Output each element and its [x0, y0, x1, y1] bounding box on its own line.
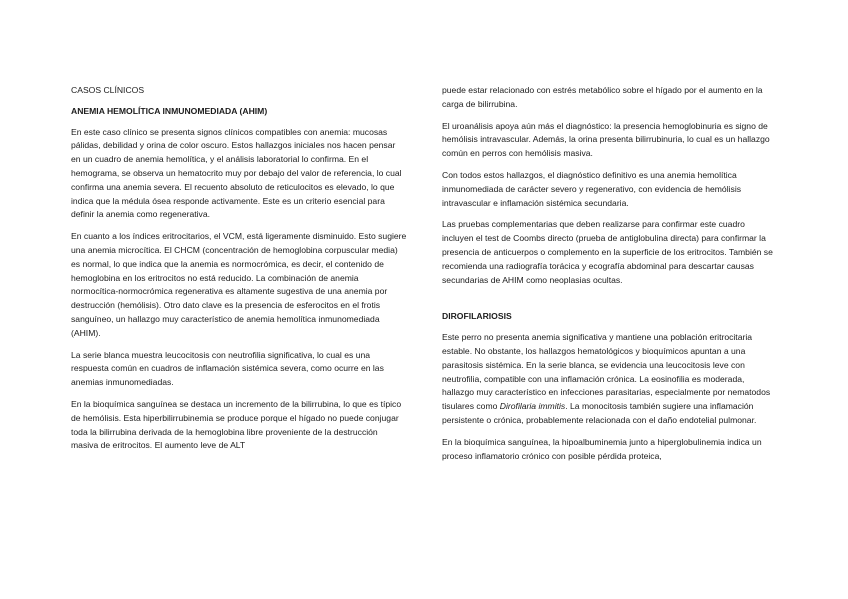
paragraph-white-series: La serie blanca muestra leucocitosis con neutrofilia significativa, lo cual es una respuesta común en cuadros de inflamación sistémica severa, como ocurre en las anemias inmunomediadas. [71, 349, 384, 388]
paragraph-clinical-signs: En este caso clínico se presenta signos clínicos compatibles con anemia: mucosas pálidas, debilidad y orina de color oscuro. Estos hallazgos iniciales nos hacen pensar en un cuadro de anemia hemolítica, y el análisis laboratorial lo confirma. En el hemograma, se observa un hematocrito muy por debajo del valor de referencia, lo cual confirma una anemia severa. El recuento absoluto de reticulocitos es elevado, lo que indica que la médula ósea responde activamente. Este es un criterio esencial para definir la anemia como regenerativa. [71, 126, 402, 220]
document-title: CASOS CLÍNICOS [71, 85, 145, 95]
paragraph-dirofilariosis-hematology [442, 331, 778, 428]
paragraph-biochemistry-continued: puede estar relacionado con estrés metabólico sobre el hígado por el aumento en la carga de bilirrubina. [442, 85, 763, 109]
paragraph-text: Este perro no presenta anemia significativa y mantiene una población eritrocitaria estable. No obstante, los hallazgos hematológicos y bioquímicos apuntan a una parasitosis sistémica. En la serie blanca, se evidencia una leucocitosis leve con neutrofilia, compatible con una inflamación crónica. La eosinofilia es moderada, hallazgo muy característico en infecciones parasitarias, especialmente por nematodos tisulares como [442, 332, 771, 412]
paragraph-biochemistry: En la bioquímica sanguínea se destaca un incremento de la bilirrubina, lo que es típico de hemólisis. Esta hiperbilirrubinemia se produce porque el hígado no puede conjugar toda la bilirrubina derivada de la hemoglobina libre proveniente de la destrucción masiva de eritrocitos. El aumento leve de ALT [71, 398, 402, 451]
left-column [71, 84, 407, 461]
paragraph-dirofilariosis-biochemistry: En la bioquímica sanguínea, la hipoalbuminemia junto a hiperglobulinemia indica un proceso inflamatorio crónico con posible pérdida proteica, [442, 436, 762, 461]
section-heading-dirofilariosis: DIROFILARIOSIS [442, 311, 512, 322]
paragraph-complementary-tests: Las pruebas complementarias que deben realizarse para confirmar este cuadro incluyen el test de Coombs directo (prueba de antiglobulina directa) para confirmar la presencia de anticuerpos o complemento en la superficie de los eritrocitos. También se recomienda una radiografía torácica y ecografía abdominal para descartar causas secundarias de AHIM como neoplasias ocultas. [442, 219, 773, 285]
right-column [442, 84, 778, 471]
species-name: Dirofilaria immitis [499, 401, 566, 412]
paragraph-urinalysis: El uroanálisis apoya aún más el diagnóstico: la presencia hemoglobinuria es signo de hemólisis intravascular. Además, la orina presenta bilirrubinuria, lo cual es un hallazgo común en perros con hemólisis masiva. [442, 120, 770, 159]
paragraph-erythrocyte-indices: En cuanto a los índices eritrocitarios, el VCM, está ligeramente disminuido. Esto sugiere una anemia microcítica. El CHCM (concentración de hemoglobina corpuscular media) es normal, lo que indica que la anemia es normocrómica, es decir, el contenido de hemoglobina en los eritrocitos no está reducido. La combinación de anemia normocítica-normocrómica regenerativa es altamente sugestiva de una anemia por destrucción (hemólisis). Otro dato clave es la presencia de esferocitos en el frotis sanguíneo, un hallazgo muy característico de anemia hemolítica inmunomediada (AHIM). [71, 231, 407, 338]
paragraph-text: . La monocitosis también sugiere una inflamación persistente o crónica, probablemente relacionada con el daño endotelial pulmonar. [442, 401, 757, 425]
section-heading-ahim: ANEMIA HEMOLÍTICA INMUNOMEDIADA (AHIM) [71, 105, 268, 116]
paragraph-diagnosis: Con todos estos hallazgos, el diagnóstico definitivo es una anemia hemolítica inmunomediada de carácter severo y regenerativo, con evidencia de hemólisis intravascular e inflamación sistémica secundaria. [442, 169, 742, 208]
